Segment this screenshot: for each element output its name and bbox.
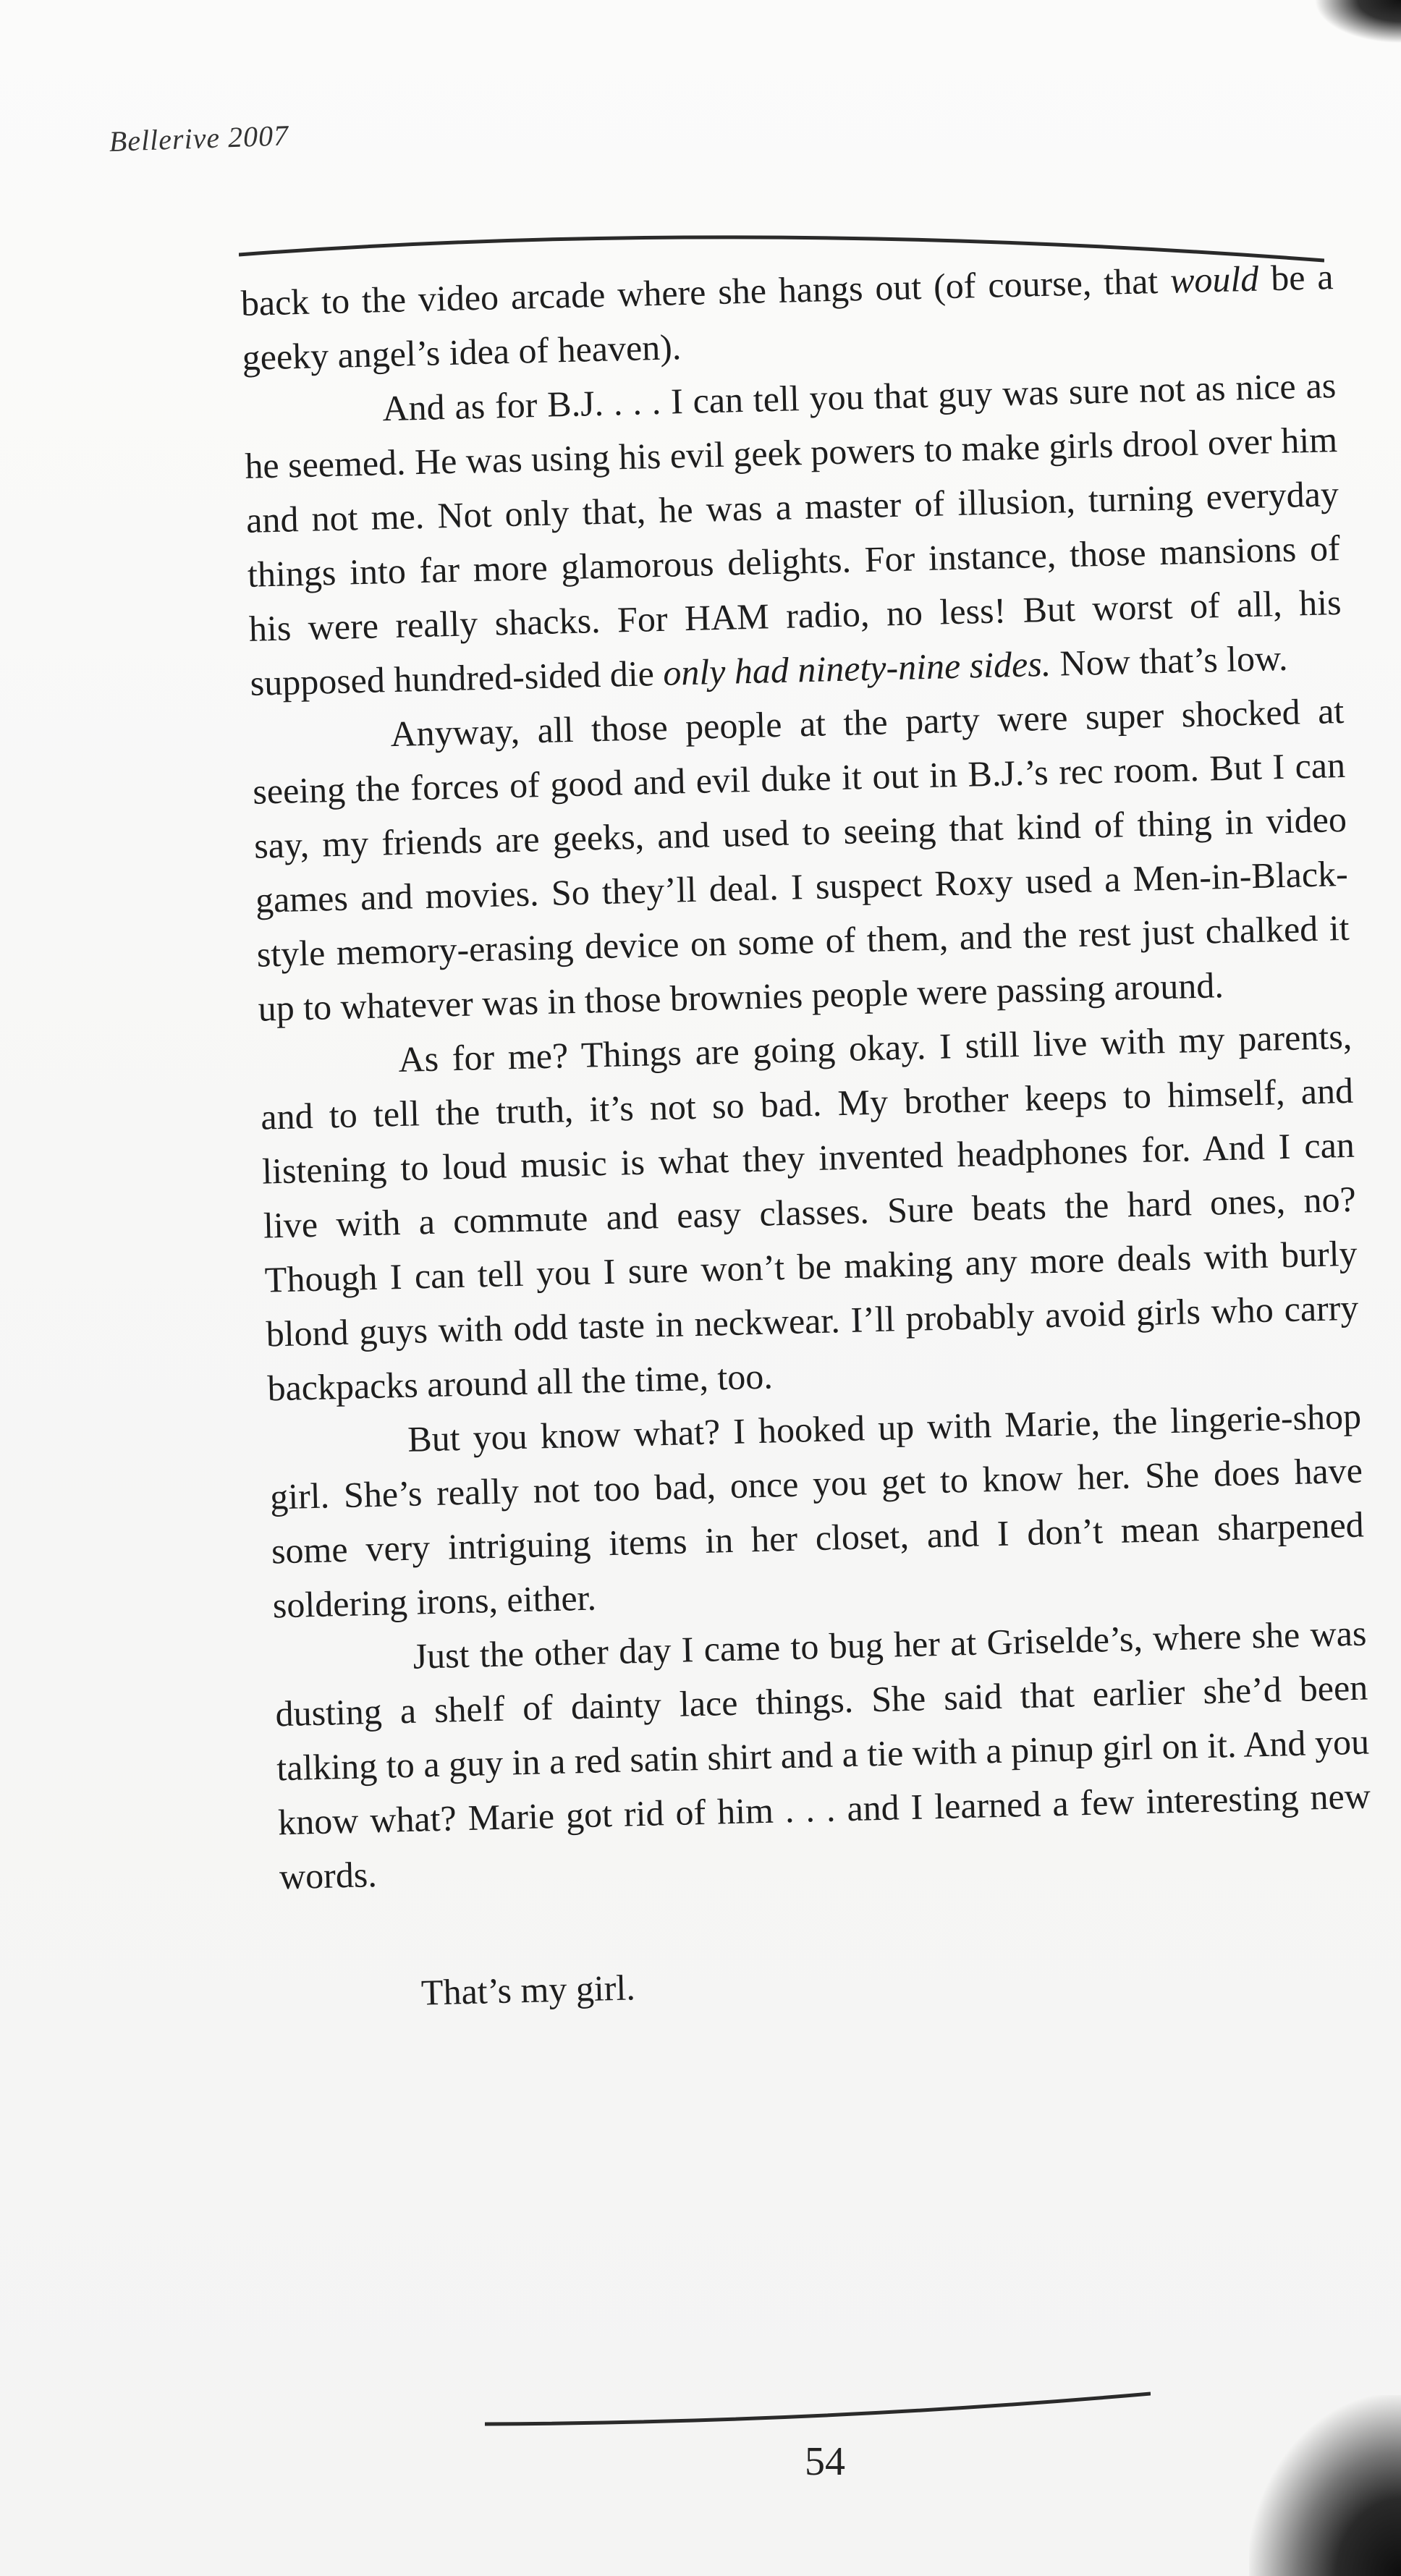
closing-line: That’s my girl. [420,1967,636,2013]
bottom-rule [485,2388,1151,2431]
running-head: Bellerive 2007 [109,119,289,158]
paragraph-5: But you know what? I hooked up with Marie, the lingerie-shop girl. She’s really not too bad, once you get to know her. She does have some very intriguing items in her closet, and I don’t mean sharpened soldering irons, either. [269,1395,1365,1626]
body-text [240,250,1376,2023]
emphasis-would: would [1169,258,1259,301]
emphasis-ninety-nine-sides: only had ninety-nine sides. [662,643,1051,693]
paragraph-3: Anyway, all those people at the party were super shocked at seeing the forces of good and evil duke it out in B.J.’s rec room. But I can say, my friends are geeks, and used to seeing that kind of thing in video games and movies. So they’ll deal. I suspect Roxy used a Men-in-Black-style memory-erasing device on some of them, and the rest just chalked it up to whatever was in those brownies people were passing around. [252,690,1350,1029]
page-corner-shadow-bottom [1249,2395,1401,2576]
paragraph-2 [243,358,1344,711]
paragraph-6: Just the other day I came to bug her at Griselde’s, where she was dusting a shelf of dainty lace things. She said that earlier she’d been talking to a guy in a red satin shirt and a tie with a pinup girl on it. And you know what? Marie got rid of him . . . and I learned a few interesting new words. [274,1612,1371,1897]
paragraph-1-part-a: back to the video arcade where she hangs out (of course, that [240,260,1171,323]
paragraph-2-part-a: And as for B.J. . . . I can tell you that guy was sure not as nice as he seemed. He was using his evil geek powers to make girls drool over him and not me. Not only that, he was a master of illusion, turning everyday things into far more glamorous delights. For instance, those mansions of his were really shacks. For HAM radio, no less! But worst of all, his supposed hundred-sided die [244,365,1342,703]
paragraph-2-part-c: Now that’s low. [1050,637,1289,684]
paragraph-1-part-c: be a geeky angel’s idea of heaven). [242,256,1334,378]
page-corner-shadow-top [1314,0,1401,43]
page-number: 54 [805,2439,845,2484]
paragraph-4: As for me? Things are going okay. I still live with my parents, and to tell the truth, it’s not so bad. My brother keeps to himself, and listening to loud music is what they invented headphones for. And I can live with a commute and easy classes. Sure beats the hard ones, no? Though I can tell you I sure won’t be making any more deals with burly blond guys with odd taste in neckwear. I’ll probably avoid girls who carry backpacks around all the time, too. [260,1015,1359,1409]
